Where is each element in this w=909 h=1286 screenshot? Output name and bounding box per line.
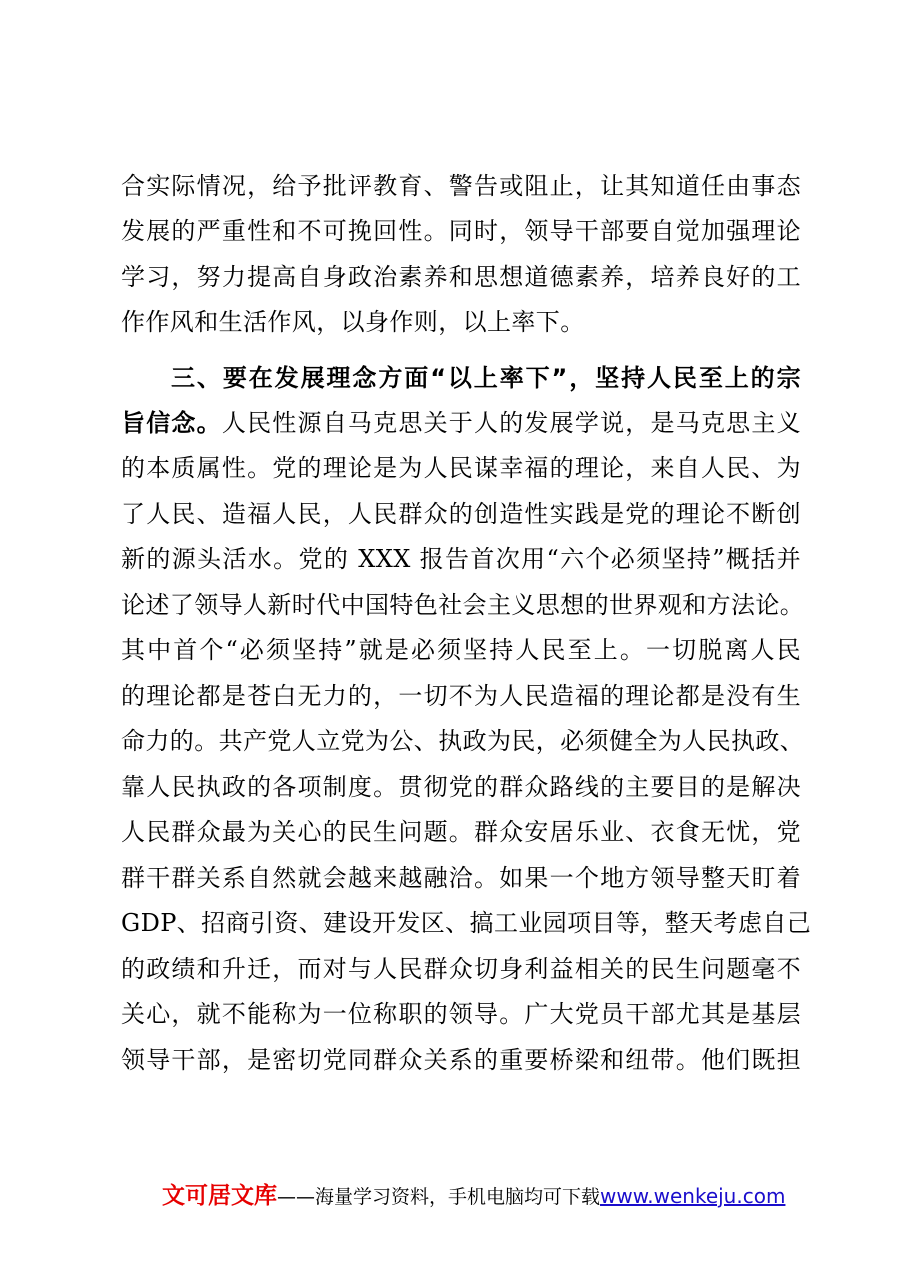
body-line: 其中首个“必须坚持”就是必须坚持人民至上。一切脱离人民 (121, 636, 801, 664)
section-heading: 三、要在发展理念方面“以上率下”，坚持人民至上的宗 (171, 364, 801, 392)
footer-tagline: ——海量学习资料，手机电脑均可下载 (277, 1186, 601, 1208)
footer-banner (162, 1181, 785, 1211)
body-line: 靠人民执政的各项制度。贯彻党的群众路线的主要目的是解决 (121, 773, 801, 801)
section-heading-continued: 旨信念。 (121, 409, 222, 437)
body-line: GDP、招商引资、建设开发区、搞工业园项目等，整天考虑自己 (121, 909, 812, 937)
body-line: 合实际情况，给予批评教育、警告或阻止，让其知道任由事态 (121, 172, 801, 200)
body-line: 论述了领导人新时代中国特色社会主义思想的世界观和方法论。 (121, 591, 805, 619)
footer-url-link[interactable]: www.wenkeju.com (600, 1184, 786, 1208)
body-line: 群干群关系自然就会越来越融洽。如果一个地方领导整天盯着 (121, 864, 801, 892)
body-line: 新的源头活水。党的 XXX 报告首次用“六个必须坚持”概括并 (121, 545, 801, 573)
body-line: 的本质属性。党的理论是为人民谋幸福的理论，来自人民、为 (121, 454, 801, 482)
body-line: 关心，就不能称为一位称职的领导。广大党员干部尤其是基层 (121, 1000, 801, 1028)
body-line: 发展的严重性和不可挽回性。同时，领导干部要自觉加强理论 (121, 217, 801, 245)
body-line: 领导干部，是密切党同群众关系的重要桥梁和纽带。他们既担 (121, 1046, 801, 1074)
body-line: 了人民、造福人民，人民群众的创造性实践是党的理论不断创 (121, 500, 801, 528)
body-line: 的理论都是苍白无力的，一切不为人民造福的理论都是没有生 (121, 682, 801, 710)
body-line: 命力的。共产党人立党为公、执政为民，必须健全为人民执政、 (121, 727, 805, 755)
body-line: 作作风和生活作风，以身作则，以上率下。 (121, 308, 585, 336)
body-line: 人民群众最为关心的民生问题。群众安居乐业、衣食无忧，党 (121, 818, 801, 846)
body-line-mixed (121, 405, 801, 441)
body-text: 人民性源自马克思关于人的发展学说，是马克思主义 (221, 409, 801, 437)
body-line: 的政绩和升迁，而对与人民群众切身利益相关的民生问题毫不 (121, 955, 801, 983)
footer-brand: 文可居文库 (162, 1183, 277, 1209)
body-line: 学习，努力提高自身政治素养和思想道德素养，培养良好的工 (121, 263, 801, 291)
